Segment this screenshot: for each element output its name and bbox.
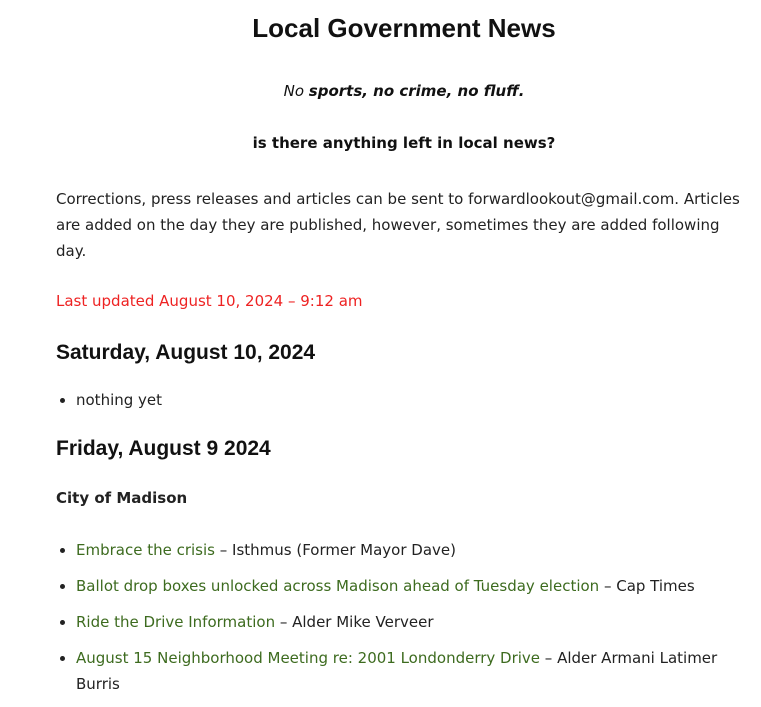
tagline-question: is there anything left in local news? — [252, 134, 556, 152]
intro-paragraph: Corrections, press releases and articles can be sent to forwardlookout@gmail.com. Articles are added on the day they are published, however, sometimes they are added following day. — [56, 190, 740, 260]
article-link[interactable]: August 15 Neighborhood Meeting re: 2001 Londonderry Drive — [76, 649, 541, 667]
list-item — [76, 387, 752, 413]
article-source: – Alder Armani Latimer Burris — [76, 649, 718, 693]
article-source: – Alder Mike Verveer — [275, 613, 434, 631]
list-item — [76, 537, 752, 563]
list-item — [76, 573, 752, 599]
date-heading-friday: Friday, August 9 2024 — [56, 437, 271, 460]
friday-news-list — [56, 537, 752, 697]
article-source: – Isthmus (Former Mayor Dave) — [214, 541, 456, 559]
article-link[interactable]: Ballot drop boxes unlocked across Madison ahead of Tuesday election — [76, 577, 600, 595]
last-updated: Last updated August 10, 2024 – 9:12 am — [56, 292, 363, 310]
saturday-news-list — [56, 387, 752, 413]
article-link[interactable]: Embrace the crisis — [76, 541, 215, 559]
section-label-city-of-madison: City of Madison — [56, 489, 188, 507]
article-source: – Cap Times — [599, 577, 695, 595]
tagline — [56, 82, 752, 100]
list-item — [76, 645, 752, 697]
article-link[interactable]: Ride the Drive Information — [76, 613, 276, 631]
tagline-lead: No — [283, 82, 304, 100]
list-item — [76, 609, 752, 635]
article-page — [56, 0, 752, 707]
date-heading-saturday: Saturday, August 10, 2024 — [56, 341, 316, 364]
tagline-rest: sports, no crime, no fluff. — [308, 82, 525, 100]
page-title: Local Government News — [252, 13, 556, 43]
list-item-text: nothing yet — [76, 391, 163, 409]
